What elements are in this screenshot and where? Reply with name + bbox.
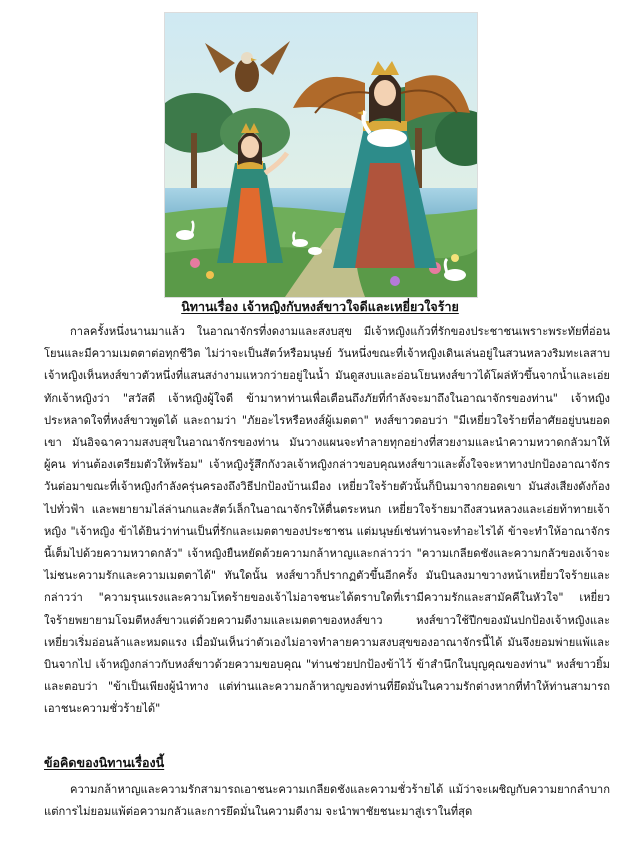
moral-paragraph: ความกล้าหาญและความรักสามารถเอาชนะความเกลียดชังและความชั่วร้ายได้ แม้ว่าจะเผชิญกับความยากลำบาก แต่การไม่ยอมแพ้ต่อความกลัวและการยึดมั่นในความดีงาม จะนำพาชัยชนะมาสู่เราในที่สุด bbox=[44, 783, 610, 819]
story-illustration bbox=[164, 12, 478, 298]
story-paragraph: กาลครั้งหนึ่งนานมาแล้ว ในอาณาจักรที่งดงามและสงบสุข มีเจ้าหญิงแก้วที่รักของประชาชนเพราะพระทัยที่อ่อนโยนและมีความเมตตาต่อทุกชีวิต ไม่ว่าจะเป็นสัตว์หรือมนุษย์ วันหนึ่งขณะที่เจ้าหญิงเดินเล่นอยู่ในสวนหลวงริมทะเลสาบ เจ้าหญิงเห็นหงส์ขาวตัวหนึ่งที่แสนสง่างามแหวกว่ายอยู่ในน้ำ มันดูสงบและอ่อนโยนหงส์ขาวได้โผล่หัวขึ้นจากน้ำและเอ่ยทักเจ้าหญิงว่า "สวัสดี เจ้าหญิงผู้ใจดี ข้ามาหาท่านเพื่อเตือนถึงภัยที่กำลังจะมาถึงในอาณาจักรของท่าน" เจ้าหญิงประหลาดใจที่หงส์ขาวพูดได้ และถามว่า "ภัยอะไรหรือหงส์ผู้เมตตา" หงส์ขาวตอบว่า "มีเหยี่ยวใจร้ายที่อาศัยอยู่บนยอดเขา มันอิจฉาความสงบสุขในอาณาจักรของท่าน มันวางแผนจะทำลายทุกอย่างที่สวยงามและนำความหวาดกลัวมาให้ผู้คน ท่านต้องเตรียมตัวให้พร้อม" เจ้าหญิงรู้สึกกังวลเจ้าหญิงกล่าวขอบคุณหงส์ขาวและตั้งใจจะหาทางปกป้องอาณาจักร วันต่อมาขณะที่เจ้าหญิงกำลังครุ่นครองถึงวิธีปกป้องบ้านเมือง เหยี่ยวใจร้ายตัวนั้นก็บินมาจากยอดเขา มันส่งเสียงดังก้องไปทั่วฟ้า และพยายามไล่ล่านกและสัตว์เล็กในอาณาจักรให้ตื่นตระหนก เหยี่ยวใจร้ายมาถึงสวนหลวงและเอ่ยท้าทายเจ้าหญิง "เจ้าหญิง ข้าได้ยินว่าท่านเป็นที่รักและเมตตาของประชาชน แต่มนุษย์เช่นท่านจะทำอะไรได้ ข้าจะทำให้อาณาจักรนี้เต็มไปด้วยความหวาดกลัว" เจ้าหญิงยืนหยัดด้วยความกล้าหาญและกล่าวว่า "ความเกลียดชังและความกลัวของเจ้าจะไม่ชนะความรักและความเมตตาได้" ทันใดนั้น หงส์ขาวก็ปรากฏตัวขึ้นอีกครั้ง มันบินลงมาขวางหน้าเหยี่ยวใจร้ายและกล่าวว่า "ความรุนแรงและความโหดร้ายของเจ้าไม่อาจชนะได้ตราบใดที่เรามีความรักและสามัคคีในหัวใจ" เหยี่ยวใจร้ายพยายามโจมตีหงส์ขาวแต่ด้วยความดีงามและเมตตาของหงส์ขาว หงส์ขาวใช้ปีกของมันปกป้องเจ้าหญิงและ เหยี่ยวเริ่มอ่อนล้าและหมดแรง เมื่อมันเห็นว่าตัวเองไม่อาจทำลายความสงบสุขของอาณาจักรนี้ได้ มันจึงยอมพ่ายแพ้และบินจากไป เจ้าหญิงกล่าวกับหงส์ขาวด้วยความขอบคุณ "ท่านช่วยปกป้องข้าไว้ ข้าสำนึกในบุญคุณของท่าน" หงส์ขาวยิ้มและตอบว่า "ข้าเป็นเพียงผู้นำทาง แต่ท่านและความกล้าหาญของท่านที่ยึดมั่นในความรักต่างหากที่ทำให้ท่านสามารถเอาชนะความชั่วร้ายได้" bbox=[44, 325, 610, 716]
moral-heading: ข้อคิดของนิทานเรื่องนี้ bbox=[44, 755, 165, 770]
story-title: นิทานเรื่อง เจ้าหญิงกับหงส์ขาวใจดีและเหยี่ยวใจร้าย bbox=[181, 299, 459, 314]
